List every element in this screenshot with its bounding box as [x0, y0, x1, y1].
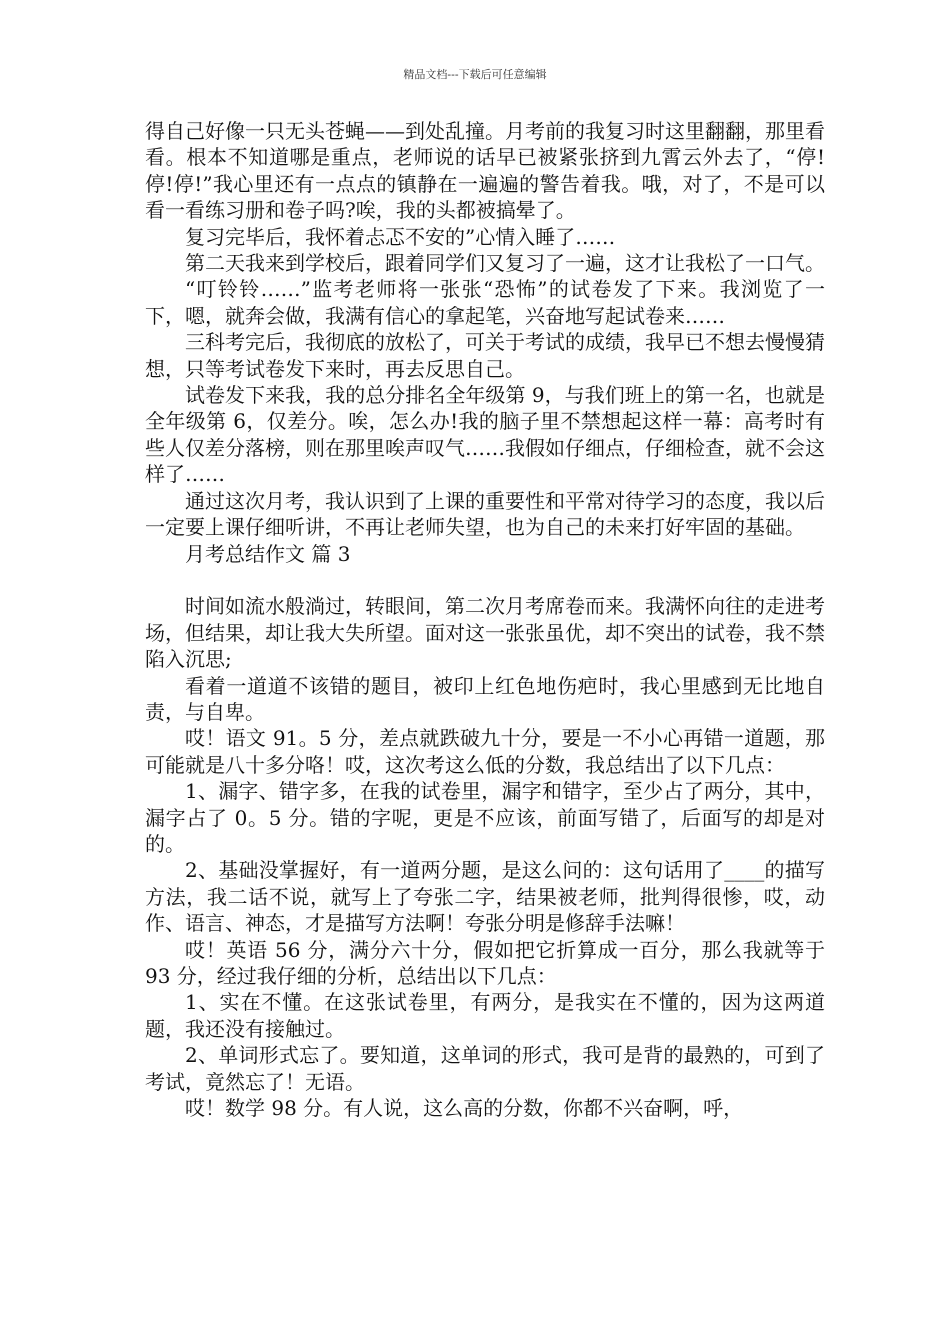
document-body	[145, 118, 825, 1121]
paragraph: 得自己好像一只无头苍蝇——到处乱撞。月考前的我复习时这里翻翻，那里看看。根本不知道哪是重点，老师说的话早已被紧张挤到九霄云外去了，“停!停!停!”我心里还有一点点的镇静在一遍遍的警告着我。哦，对了，不是可以看一看练习册和卷子吗?唉，我的头都被搞晕了。	[145, 119, 825, 223]
paragraph: 哎！数学 98 分。有人说，这么高的分数，你都不兴奋啊，呼，	[185, 1096, 744, 1121]
paragraph: 三科考完后，我彻底的放松了，可关于考试的成绩，我早已不想去慢慢猜想，只等考试卷发下来时，再去反思自己。	[145, 330, 825, 381]
paragraph: 通过这次月考，我认识到了上课的重要性和平常对待学习的态度，我以后一定要上课仔细听讲，不再让老师失望，也为自己的未来打好牢固的基础。	[145, 488, 825, 540]
paragraph: 试卷发下来我，我的总分排名全年级第 9，与我们班上的第一名，也就是全年级第 6，仅差分。唉，怎么办!我的脑子里不禁想起这样一幕：高考时有些人仅差分落榜，则在那里唉声叹气……我假如仔细点，仔细检查，就不会这样了……	[145, 383, 825, 487]
paragraph: 2、基础没掌握好，有一道两分题，是这么问的：这句话用了____的描写方法，我二话不说，就写上了夸张二字，结果被老师，批判得很惨，哎，动作、语言、神态，才是描写方法啊！夸张分明是修辞手法嘛！	[145, 858, 825, 936]
paragraph: 看着一道道不该错的题目，被印上红色地伤疤时，我心里感到无比地自责，与自卑。	[145, 673, 825, 724]
paragraph: 1、漏字、错字多，在我的试卷里，漏字和错字，至少占了两分，其中，漏字占了 0。5 分。错的字呢，更是不应该，前面写错了，后面写的却是对的。	[145, 779, 825, 856]
paragraph: 2、单词形式忘了。要知道，这单词的形式，我可是背的最熟的，可到了考试，竟然忘了！无语。	[145, 1043, 825, 1094]
paragraph: 时间如流水般淌过，转眼间，第二次月考席卷而来。我满怀向往的走进考场，但结果，却让我大失所望。面对这一张张虽优，却不突出的试卷，我不禁陷入沉思;	[145, 594, 825, 672]
paragraph: 哎！语文 91。5 分，差点就跌破九十分，要是一不小心再错一道题，那可能就是八十多分咯！哎，这次考这么低的分数，我总结出了以下几点：	[145, 726, 825, 777]
paragraph: 月考总结作文 篇 3	[185, 541, 351, 566]
paragraph: “叮铃铃……”监考老师将一张张“恐怖”的试卷发了下来。我浏览了一下，嗯，就奔会做，我满有信心的拿起笔，兴奋地写起试卷来……	[145, 277, 825, 328]
blank-line	[145, 567, 825, 593]
paragraph: 哎！英语 56 分，满分六十分，假如把它折算成一百分，那么我就等于 93 分，经过我仔细的分析，总结出以下几点：	[145, 937, 825, 988]
paragraph: 第二天我来到学校后，跟着同学们又复习了一遍，这才让我松了一口气。	[185, 251, 825, 276]
page-header: 精品文档---下载后可任意编辑	[403, 68, 547, 81]
paragraph: 复习完毕后，我怀着忐忑不安的”心情入睡了……	[185, 224, 616, 249]
paragraph: 1、实在不懂。在这张试卷里，有两分，是我实在不懂的，因为这两道题，我还没有接触过。	[145, 990, 825, 1041]
